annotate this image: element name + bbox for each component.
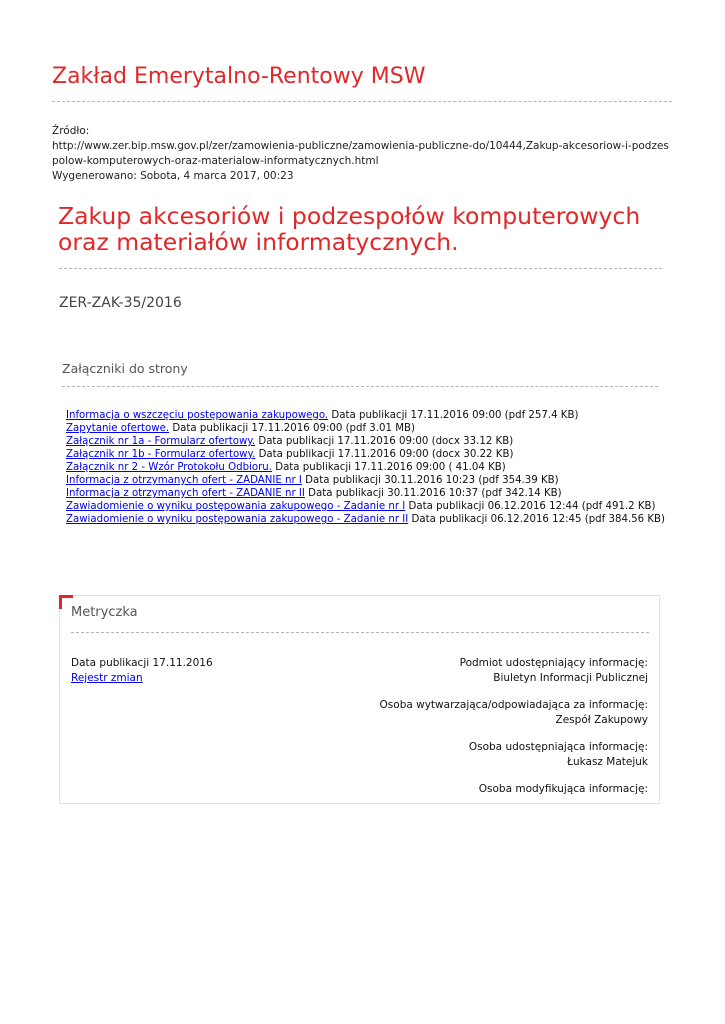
provider-value: Biuletyn Informacji Publicznej bbox=[493, 672, 648, 684]
publisher-value: Łukasz Matejuk bbox=[567, 756, 648, 768]
attachment-item bbox=[66, 487, 666, 500]
metryczka-divider bbox=[71, 632, 649, 633]
site-title: Zakład Emerytalno-Rentowy MSW bbox=[52, 64, 426, 89]
attachment-info: Data publikacji 17.11.2016 09:00 (docx 30.22 KB) bbox=[255, 449, 514, 460]
attachment-item bbox=[66, 435, 666, 448]
attachments-list bbox=[66, 409, 666, 526]
attachment-item bbox=[66, 513, 666, 526]
document-title: Zakup akcesoriów i podzespołów komputerowych oraz materiałów informatycznych. bbox=[58, 202, 641, 256]
reference-number: ZER-ZAK-35/2016 bbox=[59, 295, 182, 311]
history-link[interactable]: Rejestr zmian bbox=[71, 672, 143, 684]
attachment-link[interactable]: Załącznik nr 1a - Formularz ofertowy. bbox=[66, 436, 256, 447]
attachment-link[interactable]: Zawiadomienie o wyniku postępowania zakupowego - Zadanie nr II bbox=[66, 514, 409, 525]
author-value: Zespół Zakupowy bbox=[555, 714, 648, 726]
attachment-link[interactable]: Informacja o wszczęciu postępowania zakupowego. bbox=[66, 410, 329, 421]
publisher-label: Osoba udostępniająca informację: bbox=[468, 741, 648, 753]
metryczka-title: Metryczka bbox=[71, 605, 138, 620]
attachment-info: Data publikacji 17.11.2016 09:00 (pdf 257.4 KB) bbox=[328, 410, 579, 421]
attachment-info: Data publikacji 06.12.2016 12:44 (pdf 491.2 KB) bbox=[405, 501, 656, 512]
header-divider bbox=[52, 101, 672, 102]
title-divider bbox=[59, 268, 662, 269]
provider-block bbox=[460, 656, 648, 686]
attachments-heading: Załączniki do strony bbox=[62, 361, 188, 376]
attachment-item bbox=[66, 448, 666, 461]
attachment-item bbox=[66, 422, 666, 435]
attachment-link[interactable]: Informacja z otrzymanych ofert - ZADANIE nr I bbox=[66, 475, 302, 486]
attachment-link[interactable]: Załącznik nr 1b - Formularz ofertowy. bbox=[66, 449, 256, 460]
metryczka-left bbox=[71, 656, 213, 686]
attachment-link[interactable]: Zawiadomienie o wyniku postępowania zakupowego - Zadanie nr I bbox=[66, 501, 406, 512]
attachment-item bbox=[66, 474, 666, 487]
attachment-info: Data publikacji 30.11.2016 10:23 (pdf 354.39 KB) bbox=[301, 475, 559, 486]
attachment-info: Data publikacji 17.11.2016 09:00 ( 41.04 KB) bbox=[271, 462, 506, 473]
attachment-info: Data publikacji 30.11.2016 10:37 (pdf 342.14 KB) bbox=[304, 488, 562, 499]
publisher-block bbox=[469, 740, 648, 770]
attachment-item bbox=[66, 409, 666, 422]
source-url-line-1: http://www.zer.bip.msw.gov.pl/zer/zamowienia-publiczne/zamowienia-publiczne-do/10444,Zakup-akcesoriow-i-podzes bbox=[52, 140, 669, 152]
attachment-link[interactable]: Informacja z otrzymanych ofert - ZADANIE nr II bbox=[66, 488, 305, 499]
source-url-line-2: polow-komputerowych-oraz-materialow-informatycznych.html bbox=[52, 155, 379, 167]
attachment-item bbox=[66, 461, 666, 474]
attachment-info: Data publikacji 06.12.2016 12:45 (pdf 384.56 KB) bbox=[408, 514, 666, 525]
attachment-link[interactable]: Zapytanie ofertowe. bbox=[66, 423, 170, 434]
generated-date: Wygenerowano: Sobota, 4 marca 2017, 00:23 bbox=[52, 170, 294, 182]
source-info bbox=[52, 124, 677, 184]
modifier-block bbox=[479, 782, 648, 797]
source-label: Źródło: bbox=[52, 125, 90, 137]
provider-label: Podmiot udostępniający informację: bbox=[459, 657, 648, 669]
modifier-label: Osoba modyfikująca informację: bbox=[478, 783, 648, 795]
author-label: Osoba wytwarzająca/odpowiadająca za informację: bbox=[379, 699, 648, 711]
attachment-info: Data publikacji 17.11.2016 09:00 (pdf 3.01 MB) bbox=[169, 423, 415, 434]
attachments-divider bbox=[62, 386, 658, 387]
author-block bbox=[380, 698, 648, 728]
publication-date: Data publikacji 17.11.2016 bbox=[71, 657, 213, 669]
attachment-link[interactable]: Załącznik nr 2 - Wzór Protokołu Odbioru. bbox=[66, 462, 272, 473]
attachment-item bbox=[66, 500, 666, 513]
attachment-info: Data publikacji 17.11.2016 09:00 (docx 33.12 KB) bbox=[255, 436, 514, 447]
